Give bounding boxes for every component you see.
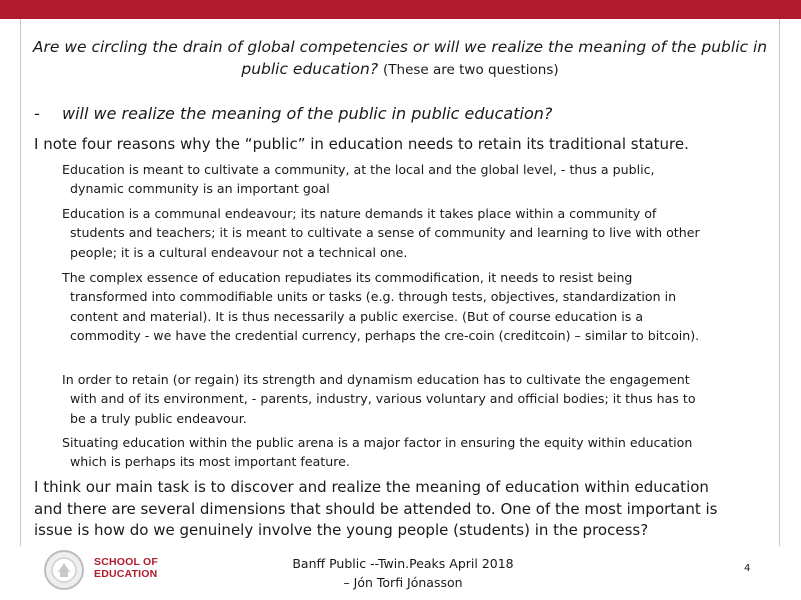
header-bar (0, 0, 801, 19)
page-number: 4 (744, 563, 751, 574)
left-divider (20, 19, 21, 546)
intro-text: I note four reasons why the “public” in education needs to retain its traditional stature. (34, 135, 689, 153)
slide-title (24, 36, 776, 81)
conclusion-text: I think our main task is to discover and realize the meaning of education within education and there are several dimensions that should be attended to. One of the most important is issue is how do we genuinely involve the young people (students) in the process? (34, 478, 718, 539)
school-logo (42, 548, 222, 592)
title-parenthetical: (These are two questions) (383, 62, 559, 78)
logo-label: SCHOOL OF EDUCATION (94, 556, 159, 580)
reason-item: Situating education within the public arena is a major factor in ensuring the equity within education which is perhaps its most important feature. (62, 435, 693, 470)
reason-item: The complex essence of education repudiates its commodification, it needs to resist being transformed into commodifiable units or tasks (e.g. through tests, objectives, standardization in content and material). It is thus necessarily a public exercise. (But of course education is a commodity - we have the credential currency, perhaps the cre-coin (creditcoin) – similar to bitcoin). (62, 270, 700, 343)
reason-item: Education is meant to cultivate a community, at the local and the global level, - thus a public, dynamic community is an important goal (62, 162, 655, 197)
title-text: Are we circling the drain of global competencies or will we realize the meaning of the public in public education? (32, 38, 768, 78)
right-divider (779, 19, 780, 546)
footer-line2: – Jón Torfi Jónasson (343, 575, 463, 590)
reason-item: Education is a communal endeavour; its nature demands it takes place within a community of students and teachers; it is meant to cultivate a sense of community and learning to live with other people; it is a cultural endeavour not a technical one. (62, 206, 700, 260)
bullet-heading: will we realize the meaning of the public in public education? (62, 104, 553, 123)
footer-line1: Banff Public --Twin.Peaks April 2018 (292, 556, 514, 571)
reason-item: In order to retain (or regain) its strength and dynamism education has to cultivate the engagement with and of its environment, - parents, industry, various voluntary and official bodies; it thus has to be a truly public endeavour. (62, 372, 696, 426)
bullet-marker: - (34, 104, 40, 123)
crest-icon (42, 548, 88, 592)
footer-credit (268, 554, 538, 592)
